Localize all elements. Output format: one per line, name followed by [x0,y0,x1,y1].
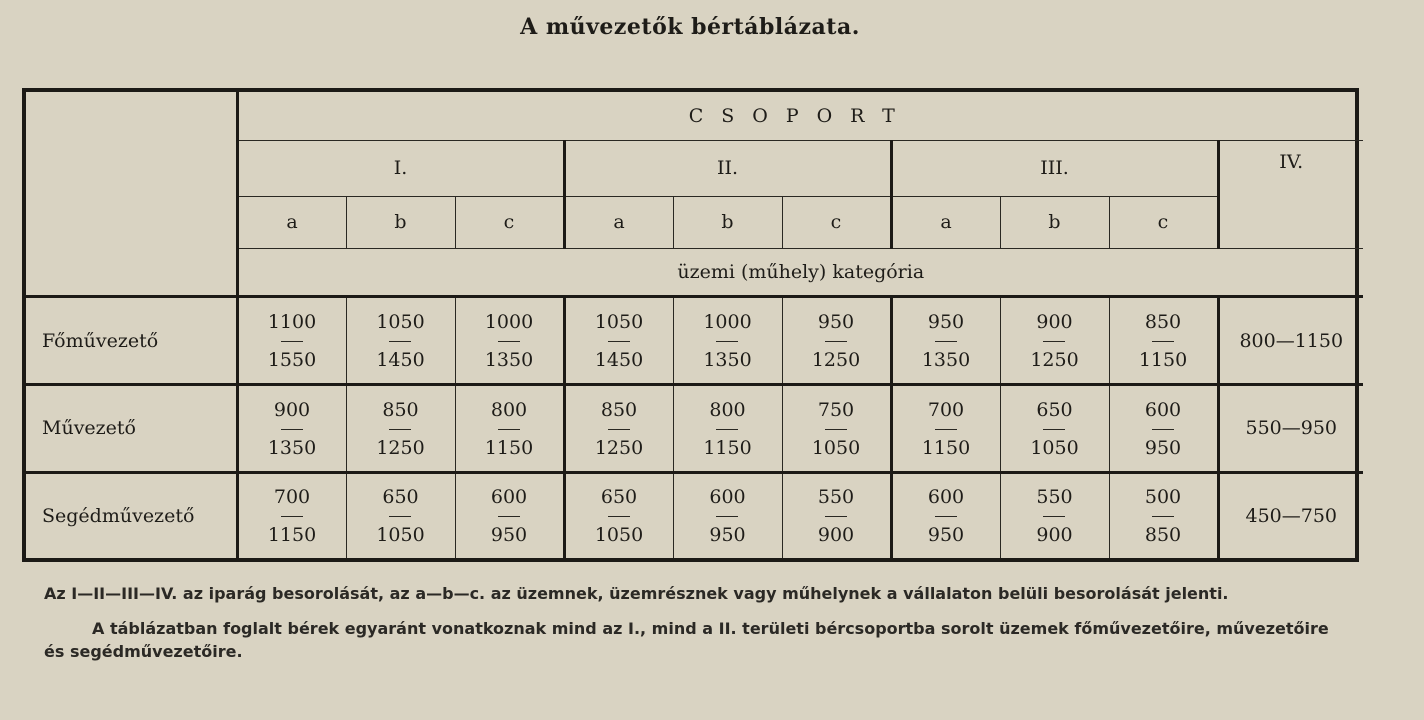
wage-min: 650 [382,486,419,509]
group-header-1: I. [237,141,564,196]
footnote-2: A táblázatban foglalt bérek egyaránt vonatkoznak mind az I., mind a II. területi bércsoportba sorolt üzemek főművezetőire, művezetőire és segédművezetőire. [44,619,1329,661]
wage-cell [1109,472,1218,558]
wage-min: 500 [1144,486,1182,509]
range-dash [716,341,738,342]
range-dash [608,516,630,517]
wage-cell [455,472,564,558]
wage-max: 950 [709,524,746,547]
subcategory-header: c [1109,196,1218,248]
subcategory-header: c [782,196,891,248]
wage-max: 1250 [811,349,861,372]
wage-cell [1000,472,1109,558]
wage-max: 1450 [594,349,644,372]
wage-cell [673,384,782,472]
group-header-3: III. [891,141,1218,196]
wage-cell [673,472,782,558]
range-dash [498,429,520,430]
row-label: Művezető [26,384,237,472]
wage-cell [782,384,891,472]
wage-range [922,313,970,370]
range-dash [935,429,957,430]
wage-table [26,92,1363,558]
wage-table-frame [22,88,1359,562]
wage-range [1144,398,1182,459]
wage-cell [891,297,1000,385]
wage-min: 750 [817,398,855,421]
csoport-header: CSOPORT [237,92,1363,141]
wage-max: 1050 [594,524,644,547]
wage-max: 1050 [376,524,425,547]
range-dash [716,516,738,517]
wage-cell [564,384,673,472]
wage-cell [455,384,564,472]
wage-range [928,488,964,545]
range-dash [498,516,520,517]
wage-cell [782,297,891,385]
wage-max: 1250 [1030,349,1079,372]
wage-range [818,488,854,545]
wage-range [484,398,534,459]
wage-max: 1150 [1138,349,1188,372]
wage-min: 650 [600,486,638,509]
group-header-4: IV. [1218,141,1363,249]
wage-min: 800 [490,398,528,421]
wage-range [485,313,533,370]
wage-max: 900 [1036,524,1073,547]
wage-cell [1109,297,1218,385]
wage-cell [237,297,346,385]
range-dash [825,341,847,342]
wage-max: 1350 [484,349,534,372]
wage-range [921,398,971,459]
range-dash [281,429,303,430]
wage-cell [564,297,673,385]
wage-max: 1150 [267,524,317,547]
wage-min: 1000 [484,311,534,334]
wage-min: 600 [490,486,528,509]
range-dash [1152,429,1174,430]
wage-range [811,398,861,459]
wage-max: 1050 [1030,436,1079,459]
wage-range [709,488,745,545]
wage-cell [673,297,782,385]
wage-max: 1150 [921,436,971,459]
wage-min: 700 [273,486,311,509]
table-row [26,297,1363,385]
footnote-1: Az I—II—III—IV. az iparág besorolását, az a—b—c. az üzemnek, üzemrésznek vagy műhelynek a vállalaton belüli besorolását jelenti. [44,584,1229,603]
range-dash [281,516,303,517]
wage-min: 1100 [267,311,317,334]
wage-min: 900 [273,398,311,421]
row-label: Segédművezető [26,472,237,558]
wage-min: 950 [817,311,855,334]
wage-max: 850 [1144,524,1182,547]
wage-range [268,488,316,545]
range-dash [825,516,847,517]
wage-range [594,398,644,459]
group-header-2: II. [564,141,891,196]
wage-cell [891,472,1000,558]
wage-cell [455,297,564,385]
wage-cell [564,472,673,558]
wage-max: 1250 [594,436,644,459]
wage-cell [1109,384,1218,472]
wage-max: 950 [927,524,965,547]
wage-range [1139,313,1187,370]
wage-range [595,313,643,370]
wage-min: 950 [927,311,965,334]
range-dash [1043,429,1065,430]
wage-range [1030,313,1078,370]
wage-max: 1550 [267,349,317,372]
category-label: üzemi (műhely) kategória [237,248,1363,296]
subcategory-header: b [673,196,782,248]
range-dash [389,516,411,517]
wage-min: 800 [709,398,746,421]
wage-range [703,313,751,370]
subcategory-header: a [237,196,346,248]
wage-min: 850 [600,398,638,421]
range-dash [935,516,957,517]
subcategory-header: a [891,196,1000,248]
wage-range [268,313,316,370]
wage-min: 850 [1144,311,1182,334]
range-dash [716,429,738,430]
range-dash [1043,516,1065,517]
range-dash [1152,341,1174,342]
wage-range [491,488,527,545]
subcategory-header: a [564,196,673,248]
wage-range [1030,398,1079,459]
range-dash [389,429,411,430]
wage-range [376,398,425,459]
wage-cell [237,384,346,472]
range-dash [498,341,520,342]
group-iv-range: 550—950 [1218,384,1363,472]
wage-min: 550 [817,486,855,509]
wage-min: 1050 [376,311,425,334]
range-dash [1043,341,1065,342]
wage-max: 1150 [484,436,534,459]
wage-max: 1050 [811,436,861,459]
wage-cell [346,384,455,472]
wage-min: 1000 [703,311,752,334]
wage-min: 600 [1144,398,1182,421]
range-dash [935,341,957,342]
wage-range [267,398,317,459]
wage-min: 650 [1036,398,1073,421]
wage-range [376,488,424,545]
wage-max: 1250 [376,436,425,459]
wage-min: 1050 [594,311,644,334]
wage-max: 1350 [921,349,971,372]
wage-min: 600 [709,486,746,509]
range-dash [1152,516,1174,517]
range-dash [608,341,630,342]
wage-range [595,488,643,545]
wage-max: 950 [1144,436,1182,459]
wage-range [376,313,424,370]
wage-range [812,313,860,370]
range-dash [281,341,303,342]
range-dash [825,429,847,430]
wage-cell [1000,384,1109,472]
wage-range [703,398,752,459]
wage-max: 1350 [703,349,752,372]
wage-max: 1150 [703,436,752,459]
wage-cell [237,472,346,558]
group-iv-range: 800—1150 [1218,297,1363,385]
range-dash [389,341,411,342]
footnotes [44,582,1344,675]
row-label: Főművezető [26,297,237,385]
header-corner-cell [26,92,237,297]
subcategory-header: b [346,196,455,248]
wage-cell [346,297,455,385]
wage-cell [891,384,1000,472]
wage-cell [1000,297,1109,385]
wage-max: 950 [490,524,528,547]
wage-cell [346,472,455,558]
wage-min: 550 [1036,486,1073,509]
range-dash [608,429,630,430]
group-iv-range: 450—750 [1218,472,1363,558]
wage-min: 850 [382,398,419,421]
wage-min: 900 [1036,311,1073,334]
wage-cell [782,472,891,558]
wage-max: 1350 [267,436,317,459]
subcategory-header: b [1000,196,1109,248]
table-row [26,472,1363,558]
subcategory-header: c [455,196,564,248]
wage-range [1145,488,1181,545]
wage-max: 900 [817,524,855,547]
wage-min: 700 [927,398,965,421]
wage-range [1036,488,1072,545]
wage-min: 600 [927,486,965,509]
wage-max: 1450 [376,349,425,372]
page-title: A művezetők bértáblázata. [520,14,860,40]
table-row [26,384,1363,472]
